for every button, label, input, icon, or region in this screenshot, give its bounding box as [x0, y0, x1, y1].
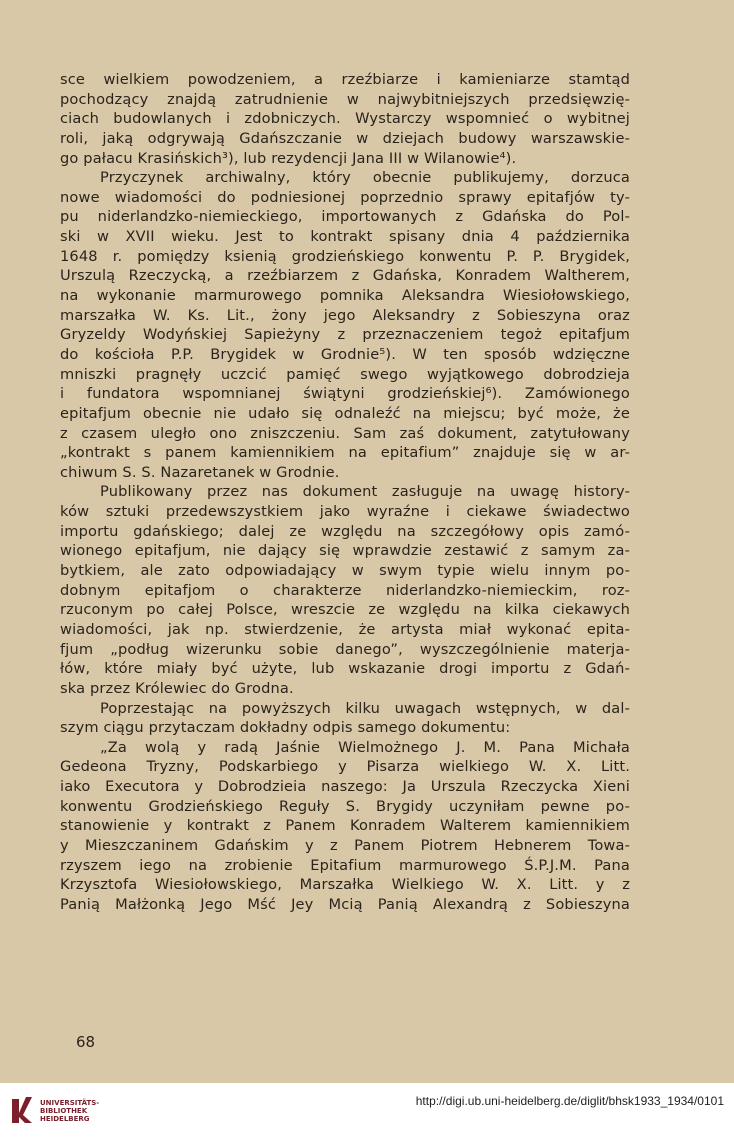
text-line: pochodzący znajdą zatrudnienie w najwybitniejszych przedsięwzię-	[60, 90, 630, 108]
text-line: epitafjum obecnie nie udało się odnaleźć na miejscu; być może, że	[60, 404, 630, 422]
text-line: Poprzestając na powyższych kilku uwagach wstępnych, w dal-	[100, 699, 630, 717]
text-line: iako Executora y Dobrodzieia naszego: Ja Urszula Rzeczycka Xieni	[60, 778, 630, 796]
text-line: rzuconym po całej Polsce, wreszcie ze względu na kilka ciekawych	[60, 601, 630, 619]
text-line: y Mieszczaninem Gdańskim y z Panem Piotrem Hebnerem Towa-	[60, 836, 630, 854]
text-line: 1648 r. pomiędzy ksienią grodzieńskiego konwentu P. P. Brygidek,	[60, 247, 630, 265]
text-line: Urszulą Rzeczycką, a rzeźbiarzem z Gdańska, Konradem Waltherem,	[60, 267, 630, 285]
text-line: fjum „podług wizerunku sobie danego”, wyszczególnienie materja-	[60, 640, 630, 658]
text-line: stanowienie y kontrakt z Panem Konradem Walterem kamiennikiem	[60, 817, 630, 835]
source-url-link[interactable]: http://digi.ub.uni-heidelberg.de/diglit/bhsk1933_1934/0101	[415, 1094, 724, 1108]
text-line: łów, które miały być użyte, lub wskazanie drogi importu z Gdań-	[60, 660, 630, 678]
page-number: 68	[76, 1033, 96, 1051]
text-line: sce wielkiem powodzeniem, a rzeźbiarze i kamieniarze stamtąd	[60, 71, 630, 88]
text-line: wionego epitafjum, nie dający się wprawdzie zestawić z samym za-	[60, 542, 630, 560]
logo-line: HEIDELBERG	[40, 1115, 90, 1123]
library-logo-text	[40, 1099, 99, 1123]
text-line: bytkiem, ale zato odpowiadający w swym typie wielu innym po-	[60, 562, 630, 580]
text-line: ków sztuki przedewszystkiem jako wyraźne i ciekawe świadectwo	[60, 503, 630, 521]
text-line: ski w XVII wieku. Jest to kontrakt spisany dnia 4 października	[60, 228, 630, 246]
footer	[0, 1083, 734, 1140]
text-line: ska przez Królewiec do Grodna.	[60, 679, 294, 697]
text-line: Krzysztofa Wiesiołowskiego, Marszałka Wielkiego W. X. Litt. y z	[60, 876, 630, 894]
text-line: konwentu Grodzieńskiego Reguły S. Brygidy uczyniłam pewne po-	[60, 797, 630, 815]
text-line: mniszki pragnęły uczcić pamięć swego wyjątkowego dobrodzieja	[60, 365, 630, 383]
text-line: go pałacu Krasińskich³), lub rezydencji Jana III w Wilanowie⁴).	[60, 149, 517, 167]
text-line: rzyszem iego na zrobienie Epitafium marmurowego Ś.P.J.M. Pana	[60, 856, 630, 874]
logo-line: BIBLIOTHEK	[40, 1107, 88, 1115]
text-line: pu niderlandzko-niemieckiego, importowanych z Gdańska do Pol-	[60, 208, 630, 226]
text-line: roli, jaką odgrywają Gdańszczanie w dziejach budowy warszawskie-	[60, 129, 630, 147]
text-line: Gedeona Tryzny, Podskarbiego y Pisarza wielkiego W. X. Litt.	[60, 758, 630, 776]
library-logo-icon[interactable]	[8, 1093, 36, 1131]
page-body-text	[60, 70, 630, 915]
text-line: nowe wiadomości do podniesionej poprzednio sprawy epitafjów ty-	[60, 188, 630, 206]
text-line: z czasem uległo ono zniszczeniu. Sam zaś dokument, zatytułowany	[60, 424, 630, 442]
text-line: Przyczynek archiwalny, który obecnie publikujemy, dorzuca	[100, 169, 630, 187]
text-line: na wykonanie marmurowego pomnika Aleksandra Wiesiołowskiego,	[60, 287, 630, 305]
text-line: dobnym epitafjom o charakterze niderlandzko-niemieckim, roz-	[60, 581, 630, 599]
text-line: ciach budowlanych i zdobniczych. Wystarczy wspomnieć o wybitnej	[60, 110, 630, 128]
text-line: chiwum S. S. Nazaretanek w Grodnie.	[60, 463, 340, 481]
text-line: wiadomości, jak np. stwierdzenie, że artysta miał wykonać epita-	[60, 620, 630, 638]
text-line: Gryzeldy Wodyńskiej Sapieżyny z przeznaczeniem tegoż epitafjum	[60, 326, 630, 344]
text-line: Publikowany przez nas dokument zasługuje na uwagę history-	[100, 483, 630, 501]
text-line: „kontrakt s panem kamiennikiem na epitafium” znajduje się w ar-	[60, 444, 630, 462]
logo-line: UNIVERSITÄTS-	[40, 1099, 100, 1107]
text-line: i fundatora wspomnianej świątyni grodzieńskiej⁶). Zamówionego	[60, 385, 630, 403]
text-line: Panią Małżonką Jego Mść Jey Mcią Panią Alexandrą z Sobieszyna	[60, 895, 630, 913]
text-line: do kościoła P.P. Brygidek w Grodnie⁵). W ten sposób wdzięczne	[60, 345, 630, 363]
text-line: „Za wolą y radą Jaśnie Wielmożnego J. M. Pana Michała	[100, 738, 630, 756]
text-line: importu gdańskiego; dalej ze względu na szczegółowy opis zamó-	[60, 522, 630, 540]
text-line: marszałka W. Ks. Lit., żony jego Aleksandry z Sobieszyna oraz	[60, 306, 630, 324]
text-line: szym ciągu przytaczam dokładny odpis samego dokumentu:	[60, 719, 511, 737]
